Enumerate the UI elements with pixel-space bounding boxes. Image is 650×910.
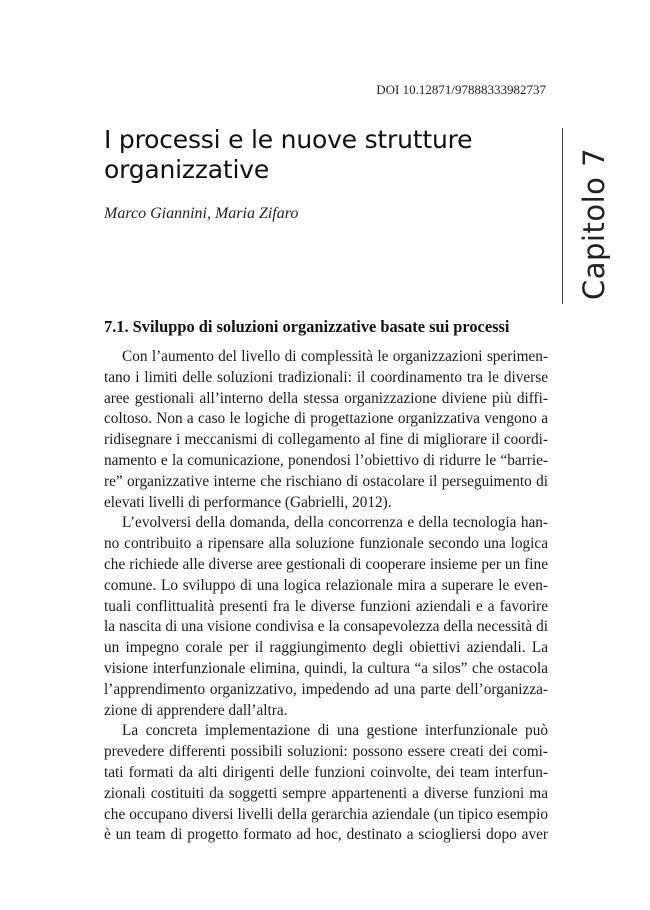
paragraph (104, 347, 548, 513)
paragraph (104, 721, 548, 846)
text-line: tano i limiti delle soluzioni tradizionali: il coordinamento tra le diverse (104, 368, 548, 386)
text-line: zionali costituiti da soggetti sempre appartenenti a diverse funzioni ma (104, 784, 548, 802)
text-line: aree gestionali all’interno della stessa organizzazione diviene più diffi- (104, 389, 548, 407)
text-line: visione interfunzionale elimina, quindi, la cultura “a silos” che ostacola (104, 659, 548, 677)
text-line: Con l’aumento del livello di complessità le organizzazioni sperimen- (122, 348, 548, 365)
text-line: ridisegnare i meccanismi di collegamento al fine di migliorare il coordi- (104, 431, 548, 449)
text-line: comune. Lo sviluppo di una logica relazionale mira a superare le even- (104, 576, 548, 594)
chapter-title-line: organizzative (104, 155, 270, 184)
body-text (104, 347, 548, 846)
text-line: elevati livelli di performance (Gabrielli, 2012). (104, 493, 392, 511)
text-line: L’evolversi della domanda, della concorrenza e della tecnologia han- (122, 514, 548, 532)
text-line: coltoso. Non a caso le logiche di progettazione organizzativa vengono a (104, 410, 548, 428)
text-line: La concreta implementazione di una gestione interfunzionale può (122, 722, 548, 740)
chapter-title-line: I processi e le nuove strutture (104, 125, 473, 154)
text-line: un impegno corale per il raggiungimento degli obiettivi aziendali. La (104, 639, 548, 657)
text-line: la nascita di una visione condivisa e la consapevolezza della necessità di (104, 618, 548, 636)
section-heading: 7.1. Sviluppo di soluzioni organizzative basate sui processi (104, 317, 510, 336)
text-line: che occupano diversi livelli della gerarchia aziendale (un tipico esempio (104, 805, 548, 823)
text-line: che richiede alle diverse aree gestionali di cooperare insieme per un fine (104, 555, 548, 573)
text-line: no contribuito a ripensare alla soluzione funzionale secondo una logica (104, 535, 548, 553)
text-line: è un team di progetto formato ad hoc, destinato a sciogliersi dopo aver (104, 826, 548, 844)
text-line: re” organizzative interne che rischiano di ostacolare il perseguimento di (104, 472, 548, 490)
text-line: prevedere differenti possibili soluzioni: possono essere creati dei comi- (104, 743, 548, 761)
text-line: tuali conflittualità presenti fra le diverse funzioni aziendali e a favorire (104, 597, 548, 615)
chapter-divider (562, 128, 563, 304)
text-line: l’apprendimento organizzativo, impedendo ad una parte dell’organizza- (104, 680, 548, 698)
text-line: zione di apprendere dall’altra. (104, 701, 288, 719)
text-line: namento e la comunicazione, ponendosi l’obiettivo di ridurre le “barrie- (104, 451, 548, 469)
chapter-label: Capitolo 7 (577, 147, 611, 300)
text-line: tati formati da alti dirigenti delle funzioni coinvolte, dei team interfun- (104, 763, 548, 781)
doi-identifier: DOI 10.12871/97888333982737 (376, 82, 546, 97)
chapter-authors: Marco Giannini, Maria Zifaro (104, 205, 299, 222)
chapter-title (104, 125, 524, 185)
paragraph (104, 513, 548, 721)
